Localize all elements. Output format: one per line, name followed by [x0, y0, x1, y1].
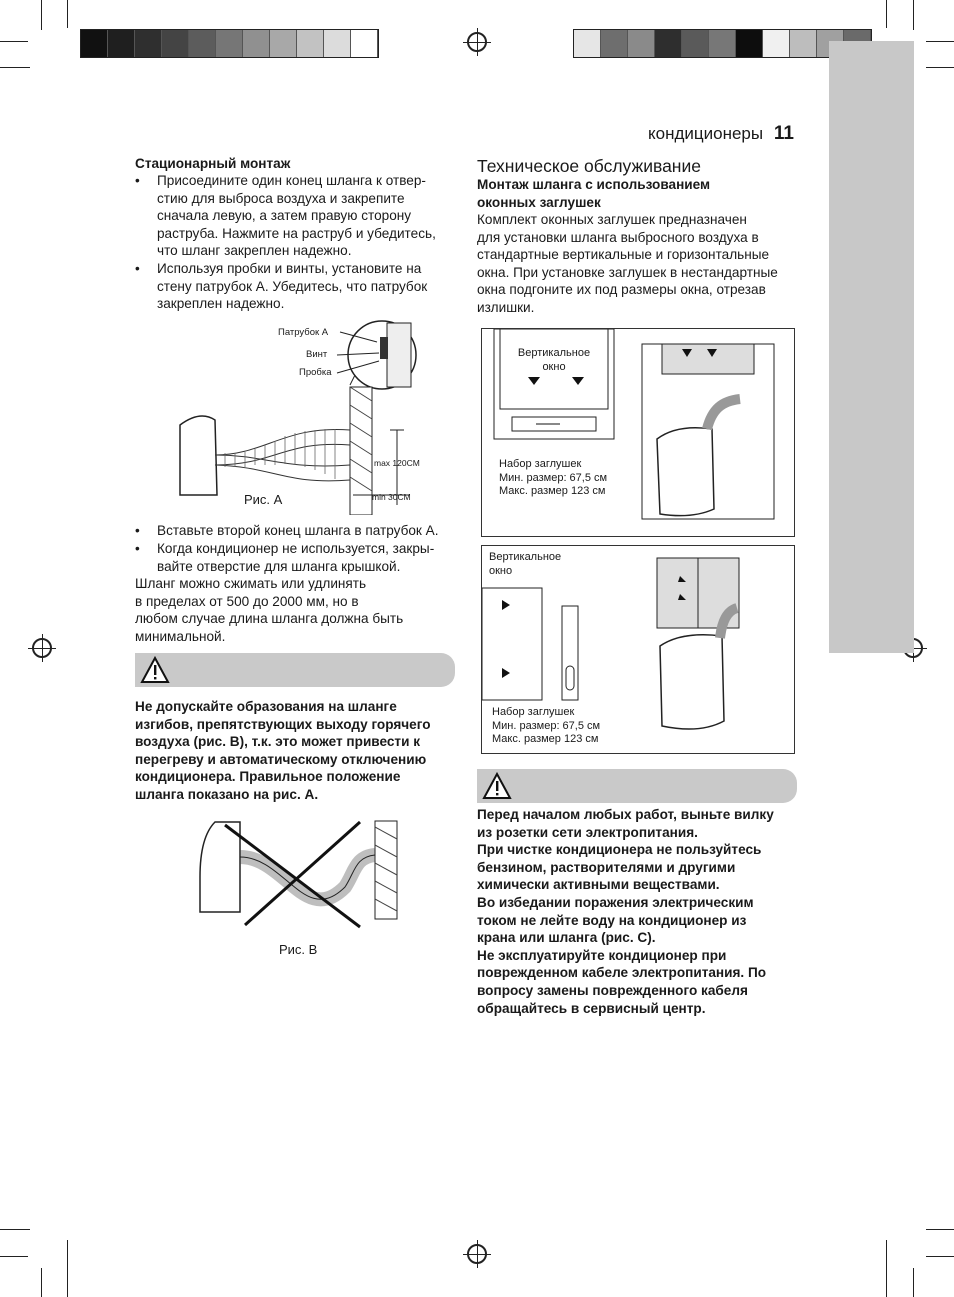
text-line: вопросу замены поврежденного кабеля — [477, 982, 748, 998]
warning-bar — [135, 653, 455, 687]
color-swatch — [763, 30, 790, 57]
text-line: любом случае длина шланга должна быть — [135, 611, 404, 627]
text-line: перегреву и автоматическому отключению — [135, 751, 427, 767]
text-line: химически активными веществами. — [477, 877, 720, 893]
crop-mark — [926, 1229, 954, 1230]
text-line: При чистке кондиционера не пользуйтесь — [477, 842, 762, 858]
warning-icon — [140, 656, 170, 684]
warning-text — [135, 698, 465, 804]
text-line: окна. При установке заглушек в нестандартные — [477, 264, 778, 280]
color-swatch — [736, 30, 763, 57]
text-line: Мин. размер: 67,5 см — [492, 719, 601, 732]
crop-mark — [886, 0, 887, 28]
color-swatch — [628, 30, 655, 57]
figure-a-hose-installation — [165, 315, 455, 515]
figure-vertical-window-2 — [481, 545, 795, 754]
color-swatch — [351, 30, 378, 57]
figure-a-caption: Рис. A — [244, 492, 283, 507]
crop-mark — [926, 67, 954, 68]
text-line: Мин. размер: 67,5 см — [499, 471, 608, 484]
label-probka: Пробка — [299, 367, 332, 378]
color-swatch — [243, 30, 270, 57]
label-vint: Винт — [306, 349, 328, 360]
text-line: раструба. Нажмите на раструб и убедитесь, — [157, 225, 436, 241]
crop-mark — [41, 0, 42, 30]
text-line: закреплен надежно. — [157, 296, 285, 312]
text-line: Вставьте второй конец шланга в патрубок А. — [157, 523, 439, 538]
list-item-text — [157, 260, 427, 313]
text-line: окна подгоните их под размеры окна, отрезав — [477, 282, 766, 298]
color-swatches-right — [573, 29, 872, 58]
crop-mark — [926, 41, 954, 42]
text-line: крана или шланга (рис. C). — [477, 930, 656, 946]
text-line: стандартные вертикальные и горизонтальные — [477, 247, 770, 263]
warning-bar — [477, 769, 797, 803]
text-line: Не эксплуатируйте кондиционер при — [477, 947, 727, 963]
text-line: из розетки сети электропитания. — [477, 824, 698, 840]
text-line: Монтаж шланга с использованием — [477, 177, 711, 192]
text-line: для установки шланга выбросного воздуха в — [477, 229, 759, 245]
color-swatch — [324, 30, 351, 57]
text-line: Комплект оконных заглушек предназначен — [477, 212, 747, 227]
text-line: Перед началом любых работ, выньте вилку — [477, 807, 774, 822]
crop-mark — [41, 1268, 42, 1297]
crop-mark — [0, 1229, 30, 1230]
figure-vertical-window-1 — [481, 328, 795, 537]
window-label — [489, 551, 561, 578]
label-min-length: min 30CM — [372, 492, 411, 502]
page-number: 11 — [773, 123, 794, 144]
crop-mark — [926, 1256, 954, 1257]
header-section: кондиционеры — [648, 124, 764, 143]
color-swatch — [790, 30, 817, 57]
text-line: воздуха (рис. B), т.к. это может привести к — [135, 734, 421, 750]
text-line: Набор заглушек — [492, 706, 575, 718]
color-swatch — [135, 30, 162, 57]
text-line: Когда кондиционер не используется, закры- — [157, 541, 435, 556]
figure-b-wrong-hose — [195, 817, 400, 932]
text-line: Не допускайте образования на шланге — [135, 699, 397, 714]
kit-sizes — [492, 706, 600, 747]
label-max-length: max 120CM — [374, 458, 420, 468]
label-patrubok: Патрубок А — [278, 327, 329, 338]
text-line: бензином, растворителями и другими — [477, 859, 736, 875]
text-line: Макс. размер 123 см — [499, 485, 606, 497]
text-line: стену патрубок А. Убедитесь, что патрубок — [157, 278, 428, 294]
list-item-text — [157, 540, 434, 575]
crop-mark — [0, 1256, 28, 1257]
text-line: оконных заглушек — [477, 194, 601, 210]
text-line: вайте отверстие для шланга крышкой. — [157, 558, 401, 574]
color-swatch — [189, 30, 216, 57]
text-line: Макс. размер 123 см — [492, 733, 599, 745]
warning-text — [477, 806, 807, 1017]
text-line: Вертикальное — [517, 347, 591, 359]
color-swatches-left — [80, 29, 379, 58]
color-swatch — [162, 30, 189, 57]
text-line: Вертикальное — [489, 551, 562, 563]
color-swatch — [682, 30, 709, 57]
warning-icon — [482, 772, 512, 800]
registration-mark-icon — [467, 1244, 487, 1264]
color-swatch — [574, 30, 601, 57]
page-header — [648, 124, 794, 144]
crop-mark — [886, 1240, 887, 1297]
color-swatch — [709, 30, 736, 57]
text-line: минимальной. — [135, 628, 226, 644]
text-line: Шланг можно сжимать или удлинять — [135, 576, 367, 591]
section-heading: Стационарный монтаж — [135, 156, 291, 171]
color-swatch — [270, 30, 297, 57]
text-line: поврежденном кабеле электропитания. По — [477, 965, 767, 981]
kit-sizes — [499, 458, 607, 499]
text-line: сначала левую, а затем правую сторону — [157, 208, 412, 224]
hose-length-paragraph — [135, 575, 465, 645]
text-line: Набор заглушек — [499, 458, 582, 470]
text-line: током не лейте воду на кондиционер из — [477, 912, 747, 928]
crop-mark — [67, 0, 68, 28]
color-swatch — [655, 30, 682, 57]
color-swatch — [216, 30, 243, 57]
text-line: шланга показано на рис. А. — [135, 786, 319, 802]
text-line: стию для выброса воздуха и закрепите — [157, 190, 405, 206]
text-line: изгибов, препятствующих выходу горячего — [135, 716, 431, 732]
text-line: Присоедините один конец шланга к отвер- — [157, 173, 426, 188]
section-title: Техническое обслуживание — [477, 156, 701, 176]
color-swatch — [601, 30, 628, 57]
figure-b-caption: Рис. B — [279, 942, 318, 957]
text-line: обращайтесь в сервисный центр. — [477, 1000, 706, 1016]
list-item-text — [157, 172, 436, 260]
window-kit-paragraph — [477, 211, 807, 317]
color-swatch — [297, 30, 324, 57]
crop-mark — [913, 0, 914, 30]
crop-mark — [0, 41, 28, 42]
window-label — [514, 347, 594, 374]
crop-mark — [0, 67, 30, 68]
text-line: Используя пробки и винты, установите на — [157, 261, 422, 276]
text-line: что шланг закреплен надежно. — [157, 243, 352, 259]
text-line: в пределах от 500 до 2000 мм, но в — [135, 593, 359, 609]
color-swatch — [81, 30, 108, 57]
text-line: излишки. — [477, 299, 535, 315]
subsection-heading — [477, 176, 807, 211]
text-line: окно — [542, 360, 566, 373]
text-line: кондиционера. Правильное положение — [135, 769, 401, 785]
list-item-text — [157, 522, 439, 540]
color-swatch — [108, 30, 135, 57]
text-line: Во избедании поражения электрическим — [477, 894, 754, 910]
registration-mark-icon — [32, 638, 52, 658]
crop-mark — [67, 1240, 68, 1297]
registration-mark-icon — [467, 32, 487, 52]
side-tab — [829, 41, 914, 653]
text-line: окно — [489, 564, 513, 577]
crop-mark — [913, 1268, 914, 1297]
